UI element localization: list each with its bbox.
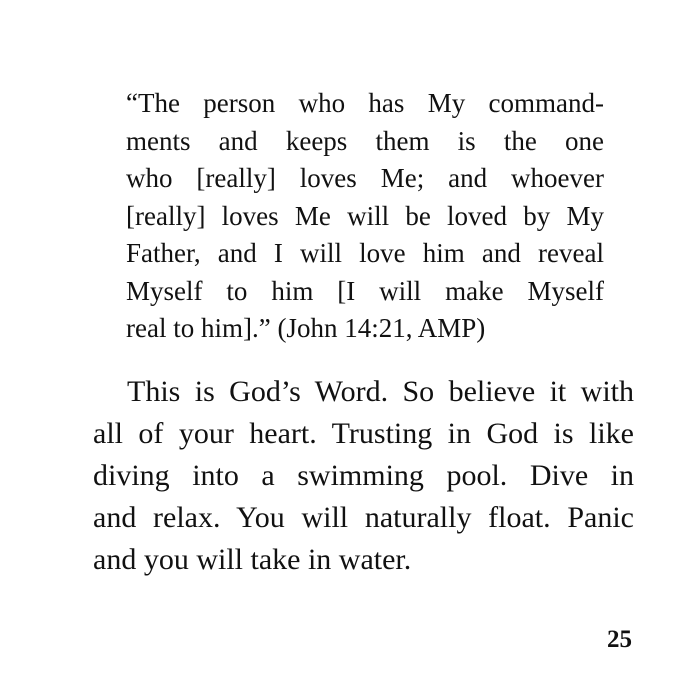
paragraph-line: all of your heart. Trusting in God is like [93, 417, 634, 450]
paragraph-line: diving into a swimming pool. Dive in [93, 459, 634, 492]
paragraph-line: and you will take in water. [93, 543, 412, 576]
quote-line: Myself to him [I will make Myself [126, 275, 604, 306]
page-number: 25 [607, 626, 632, 653]
quote-line-citation: real to him].” (John 14:21, AMP) [126, 313, 486, 343]
quote-line: ments and keeps them is the one [126, 125, 604, 156]
quote-line: “The person who has My command- [126, 88, 604, 118]
quote-line: [really] loves Me will be loved by My [126, 200, 604, 231]
paragraph-line: This is God’s Word. So believe it with [127, 375, 634, 408]
body-paragraph [93, 371, 634, 581]
quote-line: who [really] loves Me; and whoever [126, 163, 604, 193]
quote-line: Father, and I will love him and reveal [126, 238, 604, 268]
scripture-quote [126, 85, 604, 348]
paragraph-line: and relax. You will naturally float. Panic [93, 501, 634, 534]
